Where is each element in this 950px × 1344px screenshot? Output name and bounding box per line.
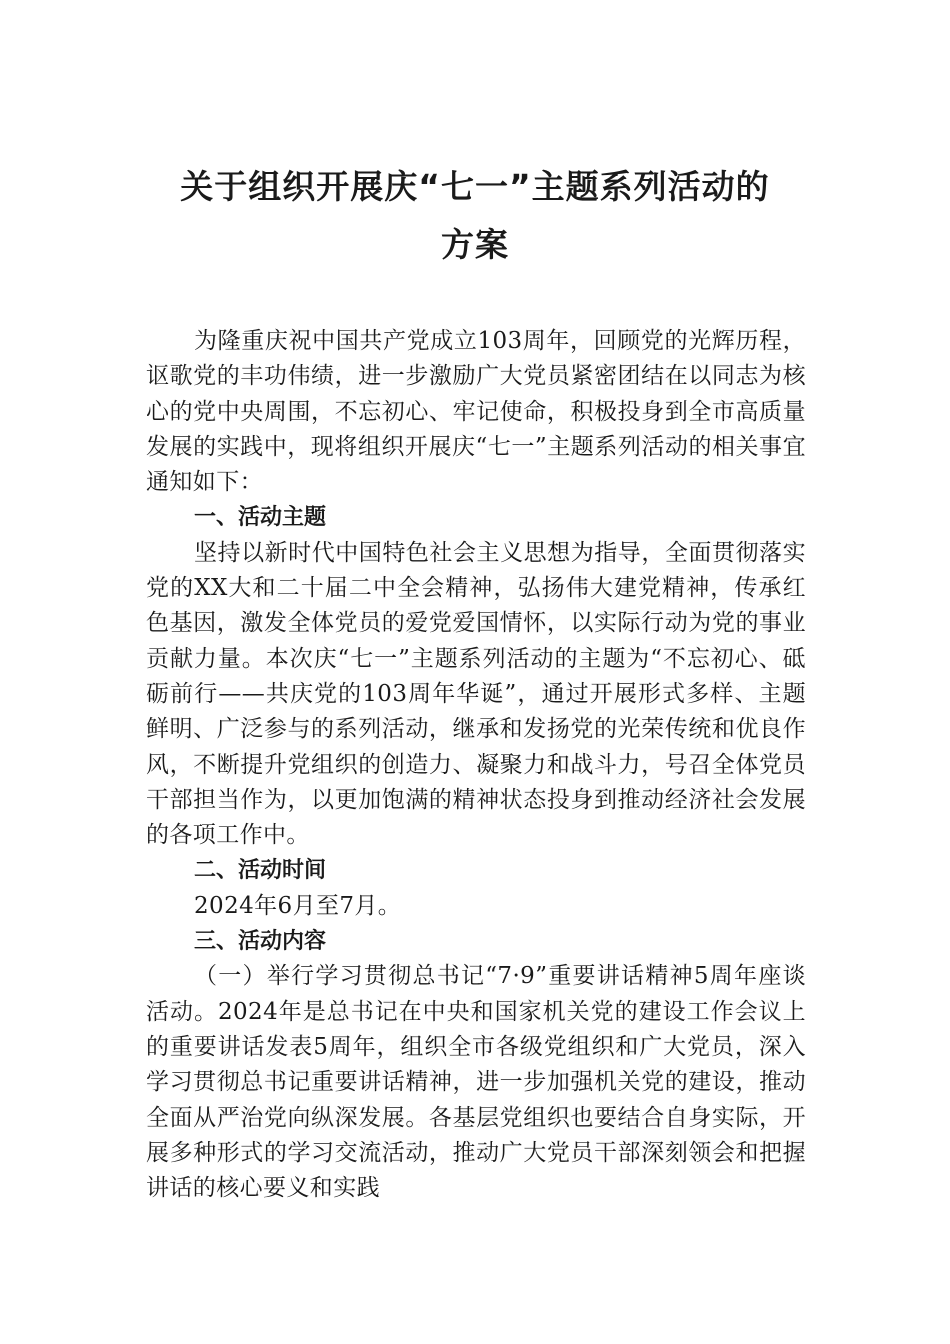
section-paragraph-content: （一）举行学习贯彻总书记“7·9”重要讲话精神5周年座谈活动。2024年是总书记在中央和国家机关党的建设工作会议上的重要讲话发表5周年，组织全市各级党组织和广大党员，深入学习贯彻总书记重要讲话精神，进一步加强机关党的建设，推动全面从严治党向纵深发展。各基层党组织也要结合自身实际，开展多种形式的学习交流活动，推动广大党员干部深刻领会和把握讲话的核心要义和实践 bbox=[146, 963, 806, 1202]
section-heading-time: 二、活动时间 bbox=[194, 858, 327, 884]
document-body bbox=[146, 324, 806, 1206]
section-paragraph-time: 2024年6月至7月。 bbox=[194, 892, 402, 919]
section-heading-theme: 一、活动主题 bbox=[194, 505, 327, 531]
section-heading-content: 三、活动内容 bbox=[194, 929, 327, 955]
title-line-1: 关于组织开展庆“七一”主题系列活动的 bbox=[180, 167, 770, 206]
title-line-2: 方案 bbox=[441, 225, 509, 264]
intro-paragraph: 为隆重庆祝中国共产党成立103周年，回顾党的光辉历程，讴歌党的丰功伟绩，进一步激励广大党员紧密团结在以同志为核心的党中央周围，不忘初心、牢记使命，积极投身到全市高质量发展的实践中，现将组织开展庆“七一”主题系列活动的相关事宜通知如下： bbox=[146, 328, 806, 496]
section-paragraph-theme: 坚持以新时代中国特色社会主义思想为指导，全面贯彻落实党的XX大和二十届二中全会精神，弘扬伟大建党精神，传承红色基因，激发全体党员的爱党爱国情怀，以实际行动为党的事业贡献力量。本次庆“七一”主题系列活动的主题为“不忘初心、砥砺前行——共庆党的103周年华诞”，通过开展形式多样、主题鲜明、广泛参与的系列活动，继承和发扬党的光荣传统和优良作风，不断提升党组织的创造力、凝聚力和战斗力，号召全体党员干部担当作为，以更加饱满的精神状态投身到推动经济社会发展的各项工作中。 bbox=[146, 539, 806, 849]
document-title bbox=[140, 158, 810, 274]
